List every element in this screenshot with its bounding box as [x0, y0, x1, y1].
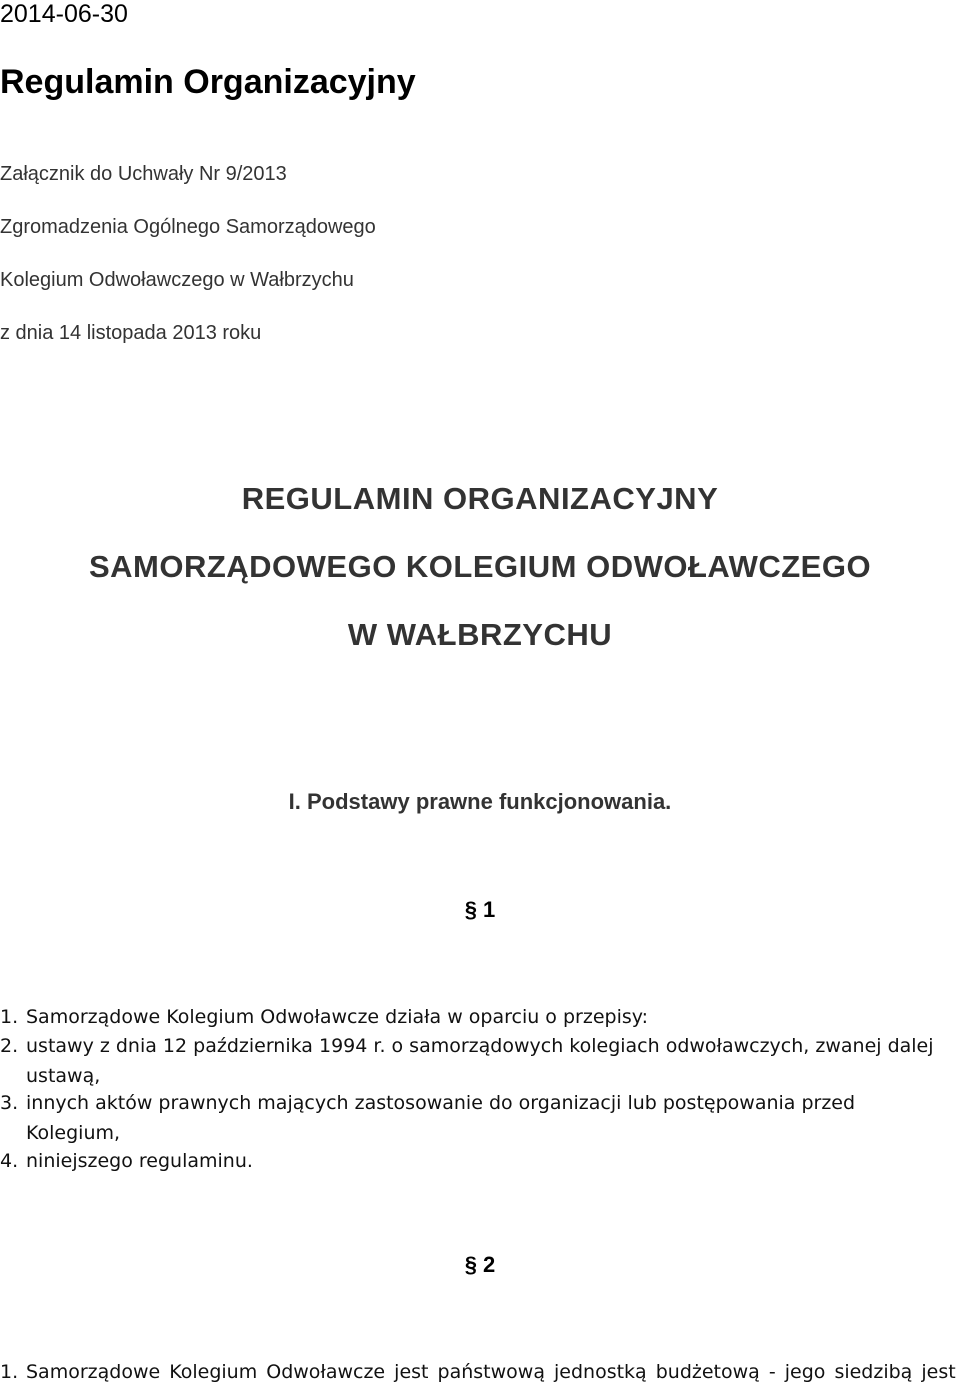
list-item-number: 1. — [0, 1361, 19, 1383]
regulation-heading-line: SAMORZĄDOWEGO KOLEGIUM ODWOŁAWCZEGO — [88, 549, 872, 584]
document-date: 2014-06-30 — [0, 0, 128, 28]
list-item-text: innych aktów prawnych mających zastosowanie do organizacji lub postępowania przed — [26, 1092, 856, 1114]
list-item — [0, 1002, 648, 1032]
list-item-text: ustawy z dnia 12 października 1994 r. o samorządowych kolegiach odwoławczych, zwanej dalej — [26, 1035, 934, 1057]
list-item-text: Samorządowe Kolegium Odwoławcze jest państwową jednostką budżetową - jego siedzibą jest — [26, 1361, 956, 1383]
list-item — [0, 1146, 253, 1176]
regulation-heading-line: REGULAMIN ORGANIZACYJNY — [241, 481, 719, 516]
section-title: I. Podstawy prawne funkcjonowania. — [288, 789, 672, 814]
paragraph-marker: § 2 — [464, 1252, 496, 1277]
regulation-heading-line: W WAŁBRZYCHU — [347, 617, 613, 652]
meta-line: z dnia 14 listopada 2013 roku — [0, 322, 262, 344]
list-item-continuation: Kolegium, — [26, 1122, 121, 1144]
list-item-number: 1. — [0, 1006, 19, 1028]
list-item — [0, 1357, 956, 1387]
list-item — [0, 1088, 855, 1148]
list-item-continuation: ustawą, — [26, 1065, 101, 1087]
meta-line: Kolegium Odwoławczego w Wałbrzychu — [0, 269, 354, 291]
list-item-number: 3. — [0, 1092, 19, 1114]
list-item-number: 4. — [0, 1150, 19, 1172]
meta-line: Załącznik do Uchwały Nr 9/2013 — [0, 163, 287, 185]
list-item-text: Samorządowe Kolegium Odwoławcze działa w oparciu o przepisy: — [26, 1006, 649, 1028]
list-item — [0, 1031, 934, 1091]
list-item-text: niniejszego regulaminu. — [26, 1150, 253, 1172]
list-item-number: 2. — [0, 1035, 19, 1057]
paragraph-marker: § 1 — [464, 897, 496, 922]
document-title: Regulamin Organizacyjny — [0, 63, 416, 101]
meta-line: Zgromadzenia Ogólnego Samorządowego — [0, 216, 376, 238]
